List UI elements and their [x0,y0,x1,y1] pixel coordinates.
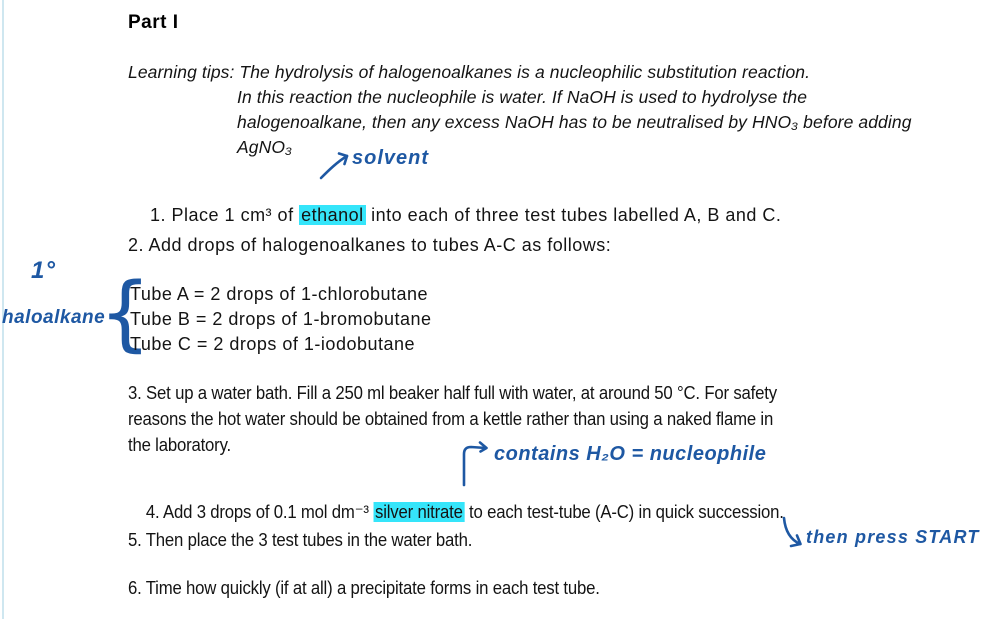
annotation-haloalkane: haloalkane [2,307,106,328]
step-4-post: to each test-tube (A-C) in quick succession. [464,502,784,522]
step-4-pre: 4. Add 3 drops of 0.1 mol dm⁻³ [145,502,374,522]
annotation-primary-degree: 1° [31,257,56,284]
tube-a-line: Tube A = 2 drops of 1-chlorobutane [130,284,429,304]
step-1-post: into each of three test tubes labelled A, B and C. [365,205,782,225]
highlight-silver-nitrate: silver nitrate [375,502,463,522]
learning-tips-line-4: AgNO₃ [237,137,293,157]
learning-tips-line-3: halogenoalkane, then any excess NaOH has to be neutralised by HNO₃ before adding [237,112,912,132]
learning-tips-line-1: Learning tips: The hydrolysis of halogenoalkanes is a nucleophilic substitution reaction. [128,62,811,82]
step-3-line-1: 3. Set up a water bath. Fill a 250 ml beaker half full with water, at around 50 °C. For safety [128,383,777,403]
step-3-line-2: reasons the hot water should be obtained from a kettle rather than using a naked flame in [128,409,774,429]
step-2: 2. Add drops of halogenoalkanes to tubes A-C as follows: [128,235,612,255]
step-6: 6. Time how quickly (if at all) a precipitate forms in each test tube. [128,578,600,598]
step-3-line-3: the laboratory. [128,435,231,455]
annotation-nucleophile: contains H₂O = nucleophile [494,443,767,465]
tube-b-line: Tube B = 2 drops of 1-bromobutane [130,309,432,329]
tube-c-line: Tube C = 2 drops of 1-iodobutane [130,334,416,354]
group-brace: { [99,266,152,361]
arrow-curved-down-right-icon [779,515,805,549]
annotation-solvent: solvent [352,147,430,169]
highlight-ethanol: ethanol [301,205,364,225]
learning-tips-line-2: In this reaction the nucleophile is water. If NaOH is used to hydrolyse the [237,87,808,107]
section-title: Part I [128,12,179,33]
step-1-pre: 1. Place 1 cm³ of [150,205,300,225]
arrow-up-right-icon [318,150,352,182]
annotation-press-start: then press START [806,527,980,547]
step-5: 5. Then place the 3 test tubes in the water bath. [128,530,473,550]
